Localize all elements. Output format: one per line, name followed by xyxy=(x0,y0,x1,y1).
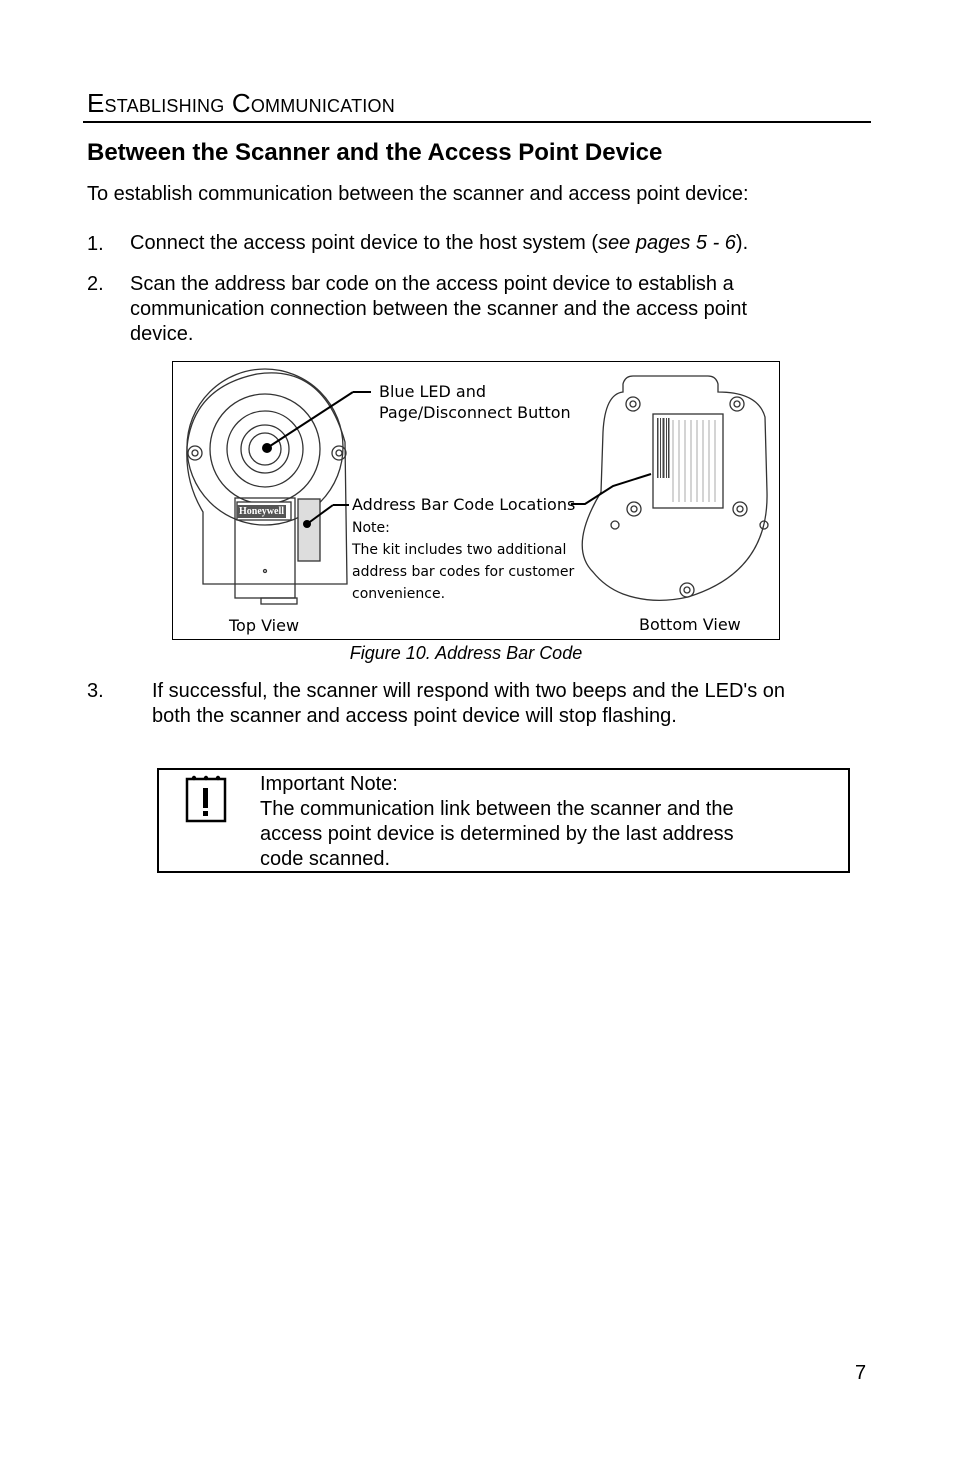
bottom-view-label: Bottom View xyxy=(639,615,741,634)
important-note-line: The communication link between the scanner and the xyxy=(260,798,734,820)
section-title: Establishing Communication xyxy=(87,88,395,118)
led-label-line2: Page/Disconnect Button xyxy=(379,403,571,422)
step-2-line: Scan the address bar code on the access point device to establish a xyxy=(130,273,734,295)
page-heading: Between the Scanner and the Access Point Device xyxy=(87,139,663,166)
figure-note-line: address bar codes for customer xyxy=(352,564,575,580)
step-1-page-ref: see pages 5 - 6 xyxy=(598,232,736,254)
address-bar-code-figure xyxy=(172,361,780,640)
step-2-text xyxy=(130,272,747,347)
figure-note-title: Note: xyxy=(352,520,390,536)
step-3-line: If successful, the scanner will respond with two beeps and the LED's on xyxy=(152,680,786,702)
step-1-text-before: Connect the access point device to the host system ( xyxy=(130,232,599,254)
top-view-label: Top View xyxy=(229,616,300,635)
step-2-line: device. xyxy=(130,323,194,345)
step-2-line: communication connection between the scanner and the access point xyxy=(130,298,748,320)
step-3-text xyxy=(152,679,785,729)
step-3-line: both the scanner and access point device will stop flashing. xyxy=(152,705,677,727)
figure-note-line: The kit includes two additional xyxy=(352,542,567,558)
important-note-title: Important Note: xyxy=(260,773,398,795)
section-rule xyxy=(83,121,871,123)
address-label: Address Bar Code Locations xyxy=(352,495,576,514)
step-1-text-after: ). xyxy=(735,232,749,254)
intro-paragraph: To establish communication between the scanner and access point device: xyxy=(87,183,749,205)
important-note-text xyxy=(260,772,820,872)
step-1-text xyxy=(130,231,748,256)
important-note-line: access point device is determined by the last address xyxy=(260,823,734,845)
page-number: 7 xyxy=(855,1362,867,1384)
step-2-number: 2. xyxy=(87,273,104,295)
brand-logo: Honeywell xyxy=(239,506,284,517)
figure-caption: Figure 10. Address Bar Code xyxy=(349,643,583,663)
step-3-number: 3. xyxy=(87,680,104,702)
led-label-line1: Blue LED and xyxy=(379,382,487,401)
important-note-line: code scanned. xyxy=(260,848,391,870)
step-1-number: 1. xyxy=(87,233,104,255)
exclamation-note-icon xyxy=(185,774,229,829)
figure-note-line: convenience. xyxy=(352,586,446,602)
